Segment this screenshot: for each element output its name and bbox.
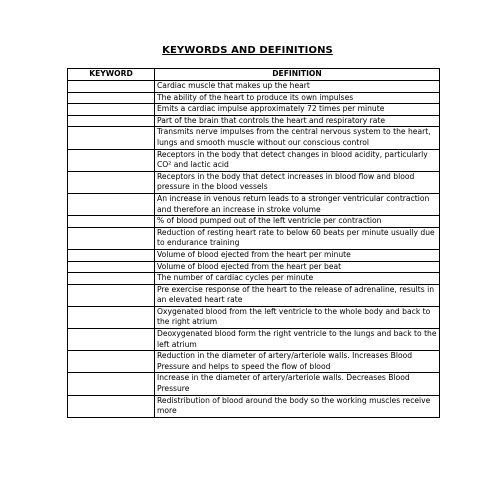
table-row [68, 306, 440, 328]
keyword-cell[interactable] [68, 306, 155, 328]
keyword-cell[interactable] [68, 284, 155, 306]
definition-cell: The number of cardiac cycles per minute [155, 273, 440, 285]
definition-cell: Pre exercise response of the heart to the release of adrenaline, results in an elevated heart rate [155, 284, 440, 306]
table-row [68, 351, 440, 373]
keyword-cell[interactable] [68, 149, 155, 171]
table-row [68, 104, 440, 116]
table-row [68, 149, 440, 171]
keyword-cell[interactable] [68, 273, 155, 285]
definition-cell: Receptors in the body that detect changes in blood acidity, particularly CO² and lactic acid [155, 149, 440, 171]
definition-cell: Reduction of resting heart rate to below 60 beats per minute usually due to endurance training [155, 227, 440, 249]
page-title: KEYWORDS AND DEFINITIONS [162, 45, 333, 56]
definition-cell: Emits a cardiac impulse approximately 72 times per minute [155, 104, 440, 116]
table-row [68, 273, 440, 285]
keywords-table [67, 68, 440, 418]
table-row [68, 261, 440, 273]
table-row [68, 193, 440, 215]
keyword-cell[interactable] [68, 115, 155, 127]
keyword-cell[interactable] [68, 92, 155, 104]
table-row [68, 171, 440, 193]
table-row [68, 216, 440, 228]
definition-cell: Deoxygenated blood form the right ventricle to the lungs and back to the left atrium [155, 329, 440, 351]
definition-cell: Oxygenated blood from the left ventricle to the whole body and back to the right atrium [155, 306, 440, 328]
definition-cell: An increase in venous return leads to a stronger ventricular contraction and therefore an increase in stroke volume [155, 193, 440, 215]
table-row [68, 227, 440, 249]
table-row [68, 115, 440, 127]
table-row [68, 249, 440, 261]
definition-cell: Increase in the diameter of artery/arteriole walls. Decreases Blood Pressure [155, 373, 440, 395]
definition-cell: Volume of blood ejected from the heart per minute [155, 249, 440, 261]
table-row [68, 92, 440, 104]
table-row [68, 127, 440, 149]
keyword-column-header: KEYWORD [68, 69, 155, 81]
definition-cell: Volume of blood ejected from the heart per beat [155, 261, 440, 273]
table-row [68, 81, 440, 93]
keyword-cell[interactable] [68, 261, 155, 273]
keyword-cell[interactable] [68, 395, 155, 417]
keyword-cell[interactable] [68, 373, 155, 395]
table-body [68, 81, 440, 418]
table-row [68, 395, 440, 417]
keyword-cell[interactable] [68, 249, 155, 261]
keyword-cell[interactable] [68, 227, 155, 249]
keyword-cell[interactable] [68, 171, 155, 193]
keyword-cell[interactable] [68, 351, 155, 373]
definition-cell: Transmits nerve impulses from the central nervous system to the heart, lungs and smooth muscle without our conscious control [155, 127, 440, 149]
definition-cell: Redistribution of blood around the body so the working muscles receive more [155, 395, 440, 417]
definition-cell: Part of the brain that controls the heart and respiratory rate [155, 115, 440, 127]
keyword-cell[interactable] [68, 104, 155, 116]
definition-cell: % of blood pumped out of the left ventricle per contraction [155, 216, 440, 228]
definition-column-header: DEFINITION [155, 69, 440, 81]
definition-cell: Cardiac muscle that makes up the heart [155, 81, 440, 93]
definition-cell: The ability of the heart to produce its own impulses [155, 92, 440, 104]
keyword-cell[interactable] [68, 193, 155, 215]
table-row [68, 284, 440, 306]
definition-cell: Receptors in the body that detect increases in blood flow and blood pressure in the blood vessels [155, 171, 440, 193]
table-row [68, 329, 440, 351]
table-header-row [68, 69, 440, 81]
definition-cell: Reduction in the diameter of artery/arteriole walls. Increases Blood Pressure and helps to speed the flow of blood [155, 351, 440, 373]
keyword-cell[interactable] [68, 81, 155, 93]
keyword-cell[interactable] [68, 329, 155, 351]
keyword-cell[interactable] [68, 216, 155, 228]
table-row [68, 373, 440, 395]
keyword-cell[interactable] [68, 127, 155, 149]
